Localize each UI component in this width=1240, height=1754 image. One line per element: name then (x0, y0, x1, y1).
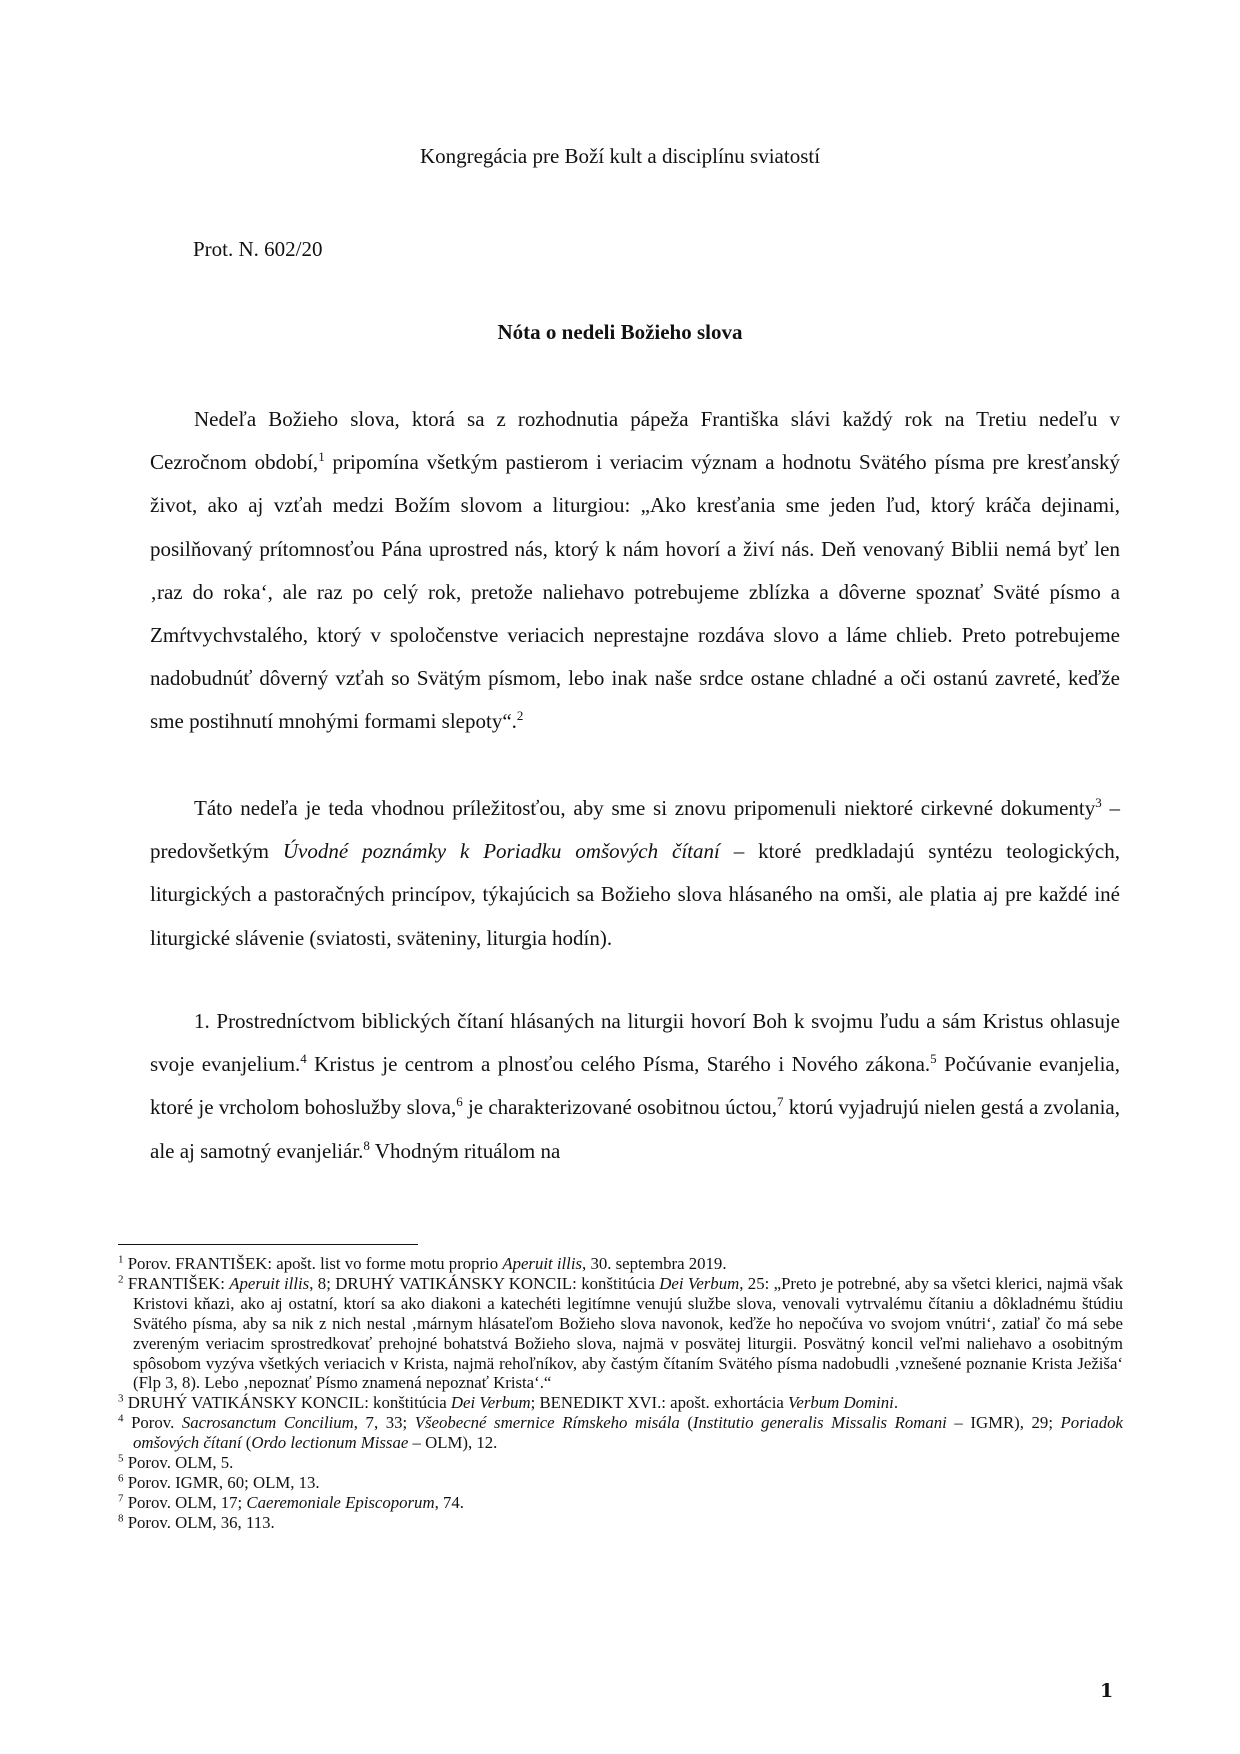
footnote-text: , 74. (434, 1492, 464, 1512)
footnote-item (118, 1513, 1123, 1533)
footnote-citation-title: Aperuit illis (229, 1273, 310, 1293)
paragraph-text: ktorú vyjadrujú nielen gestá a zvolania, ale aj samotný evanjeliár. (150, 1095, 1120, 1163)
footnote-item (118, 1413, 1123, 1453)
page-number: 1 (1100, 1680, 1114, 1702)
footnote-text: – IGMR), 29; (946, 1413, 1061, 1433)
protocol-number: Prot. N. 602/20 (193, 237, 323, 261)
footnote-item (118, 1393, 1123, 1413)
footnote-number: 7 (118, 1492, 124, 1505)
footnote-text: , 25: „Preto je potrebné, aby sa všetci klerici, najmä však Kristovi kňazi, ako aj ostatní, ktorí sa ako diakoni a katechéti legitímne venujú službe slova, venovali vytrvalému čítaniu a dôkladnému štúdiu Svätého písma, aby sa nik z nich nestal ‚márnym hlásateľom Božieho slova navonok, keďže ho nepočúva vo svojom vnútri‘, zatiaľ čo má sebe zvereným veriacim sprostredkovať prehojné bohatstvá Božieho slova, najmä v posvätej liturgii. Posvätný koncil veľmi naliehavo a osobitným spôsobom vyzýva všetkých veriacich v Krista, najmä rehoľníkov, aby častým čítaním Svätého písma nadobudli ‚vznešené poznanie Krista Ježiša‘ (Flp 3, 8). Lebo ‚nepoznať Písmo znamená nepoznať Krista‘.“ (133, 1273, 1123, 1393)
footnote-citation-title: Všeobecné smernice Rímskeho misála (414, 1413, 680, 1433)
footnote-number: 3 (118, 1392, 124, 1405)
paragraph-text: Nedeľa Božieho slova, ktorá sa z rozhodnutia pápeža Františka slávi každý rok na Tretiu nedeľu v Cezročnom období, (150, 407, 1120, 475)
paragraph-text: 1. Prostredníctvom biblických čítaní hlásaných na liturgii hovorí Boh k svojmu ľudu a sám Kristus ohlasuje svoje evanjelium. (150, 1009, 1120, 1077)
footnote-text: Porov. FRANTIŠEK: apošt. list vo forme motu proprio (127, 1254, 503, 1273)
paragraph-text: Vhodným rituálom na (369, 1138, 561, 1163)
footnote-text: Porov. OLM, 17; (127, 1492, 247, 1512)
footnote-text: Porov. IGMR, 60; OLM, 13. (127, 1472, 320, 1492)
document-title: Nóta o nedeli Božieho slova (497, 320, 743, 344)
footnote-text: , 8; DRUHÝ VATIKÁNSKY KONCIL: konštitúcia (309, 1273, 660, 1293)
footnote-text: , 30. septembra 2019. (582, 1254, 727, 1273)
footnote-item (118, 1473, 1123, 1493)
footnote-text: ( (241, 1433, 252, 1453)
paragraph-documents (150, 787, 1120, 960)
footnote-text: , 7, 33; (353, 1413, 415, 1433)
footnotes (118, 1254, 1123, 1533)
paragraph-text: – ktoré predkladajú syntézu teologických, liturgických a pastoračných princípov, týkajúcich sa Božieho slova hlásaného na omši, ale platia aj pre každé iné liturgické slávenie (sviatosti, sväteniny, liturgia hodín). (150, 839, 1121, 950)
paragraph-intro (150, 398, 1120, 744)
footnote-citation-title: Institutio generalis Missalis Romani (692, 1413, 947, 1433)
footnote-text: Porov. OLM, 5. (127, 1453, 234, 1473)
footnote-text: – OLM), 12. (408, 1433, 498, 1453)
footnote-number: 6 (118, 1472, 124, 1485)
organization-heading: Kongregácia pre Boží kult a disciplínu sviatostí (419, 144, 821, 168)
footnote-number: 5 (118, 1452, 124, 1465)
footnote-ref[interactable]: 8 (363, 1137, 370, 1153)
footnote-ref[interactable]: 5 (930, 1051, 937, 1067)
footnote-text: ; BENEDIKT XVI.: apošt. exhortácia (530, 1393, 789, 1413)
footnote-ref[interactable]: 3 (1095, 795, 1102, 810)
footnote-separator (118, 1244, 418, 1245)
footnote-citation-title: Verbum Domini (788, 1393, 894, 1413)
footnote-item (118, 1453, 1123, 1473)
footnote-ref[interactable]: 1 (318, 449, 325, 465)
footnote-number: 4 (118, 1412, 124, 1425)
footnote-ref[interactable]: 2 (516, 708, 524, 724)
footnote-item (118, 1274, 1123, 1393)
paragraph-text: pripomína všetkým pastierom i veriacim význam a hodnotu Svätého písma pre kresťanský život, ako aj vzťah medzi Božím slovom a liturgiou: „Ako kresťania sme jeden ľud, ktorý kráča dejinami, posilňovaný prítomnosťou Pána uprostred nás, ktorý k nám hovorí a živí nás. Deň venovaný Biblii nemá byť len ‚raz do roka‘, ale raz po celý rok, pretože naliehavo potrebujeme zblízka a dôverne spoznať Sväté písmo a Zmŕtvychvstalého, ktorý v spoločenstve veriacich neprestajne rozdáva slovo a láme chlieb. Preto potrebujeme nadobudnúť dôverný vzťah so Svätým písmom, lebo inak naše srdce ostane chladné a oči ostanú zavreté, keďže sme postihnutí mnohými formami slepoty“. (150, 450, 1120, 734)
footnote-text: FRANTIŠEK: (127, 1273, 230, 1293)
paragraph-text: Kristus je centrom a plnosťou celého Písma, Starého i Nového zákona. (306, 1052, 931, 1077)
footnote-citation-title: Sacrosanctum Concilium (181, 1413, 354, 1433)
footnote-citation-title: Ordo lectionum Missae (251, 1433, 409, 1453)
footnote-text: Porov. OLM, 36, 113. (127, 1512, 275, 1532)
paragraph-text: – predovšetkým (150, 796, 1121, 864)
footnote-text: DRUHÝ VATIKÁNSKY KONCIL: konštitúcia (127, 1393, 451, 1413)
footnote-ref[interactable]: 7 (777, 1094, 784, 1110)
footnote-ref[interactable]: 6 (456, 1094, 463, 1110)
footnote-citation-title: Aperuit illis (502, 1254, 583, 1273)
paragraph-section-1 (150, 1000, 1120, 1173)
document-reference: Úvodné poznámky k Poriadku omšových čítaní (282, 839, 720, 864)
footnote-number: 8 (118, 1512, 124, 1525)
paragraph-text: Táto nedeľa je teda vhodnou príležitosťou, aby sme si znovu pripomenuli niektoré cirkevné dokumenty (194, 796, 1096, 820)
footnote-text: . (893, 1393, 899, 1413)
footnote-ref[interactable]: 4 (300, 1051, 307, 1067)
footnote-text: ( (679, 1413, 693, 1433)
paragraph-text: je charakterizované osobitnou úctou, (462, 1095, 778, 1120)
footnote-item (118, 1493, 1123, 1513)
footnote-number: 1 (118, 1253, 124, 1266)
footnote-number: 2 (118, 1273, 124, 1286)
footnote-text: Porov. (131, 1413, 182, 1433)
paragraph-text: Počúvanie evanjelia, ktoré je vrcholom bohoslužby slova, (150, 1052, 1120, 1120)
footnote-citation-title: Caeremoniale Episcoporum (246, 1492, 435, 1512)
footnote-citation-title: Dei Verbum (450, 1393, 531, 1413)
footnote-citation-title: Poriadok omšových čítaní (133, 1413, 1124, 1453)
footnote-citation-title: Dei Verbum (659, 1273, 740, 1293)
footnote-item (118, 1254, 1123, 1274)
